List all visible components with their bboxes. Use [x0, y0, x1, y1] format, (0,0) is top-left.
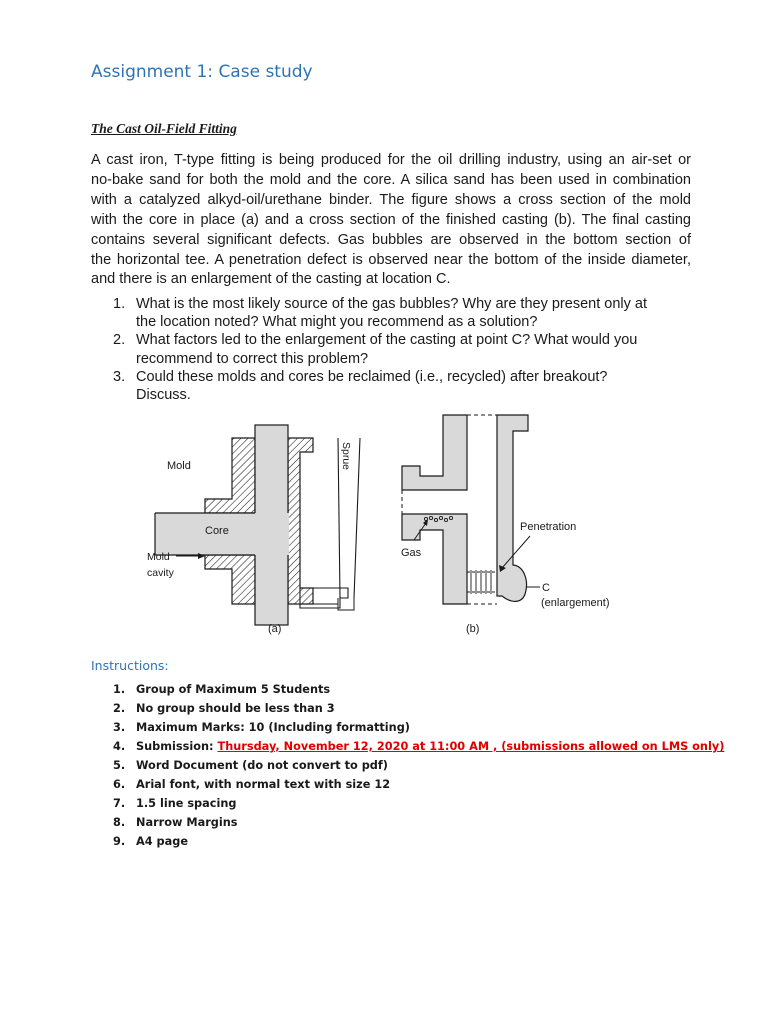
mold-diagram-a	[147, 425, 360, 635]
question-number: 2.	[113, 332, 126, 349]
instruction-text: Narrow Margins	[136, 816, 238, 829]
case-study-title: The Cast Oil-Field Fitting	[91, 121, 237, 136]
instruction-item	[113, 775, 713, 794]
instruction-text: No group should be less than 3	[136, 702, 335, 715]
mold-left-upper	[205, 438, 255, 513]
instruction-number: 3.	[113, 721, 126, 734]
mold-right	[288, 438, 313, 604]
casting-left-lower	[402, 514, 467, 604]
instruction-number: 8.	[113, 816, 126, 829]
instruction-number: 5.	[113, 759, 126, 772]
instruction-text: Arial font, with normal text with size 12	[136, 778, 391, 791]
question-text: What is the most likely source of the gas bubbles? Why are they present only at	[136, 296, 647, 312]
question-number: 3.	[113, 368, 126, 385]
instruction-text: Group of Maximum 5 Students	[136, 683, 331, 696]
instruction-text: Submission:	[136, 740, 214, 753]
question-text: What factors led to the enlargement of the casting at point C? What would you	[136, 332, 638, 349]
instruction-text: A4 page	[136, 835, 188, 848]
instruction-number: 2.	[113, 702, 126, 715]
mold-left-lower	[205, 555, 255, 604]
c-label: C	[542, 582, 550, 594]
question-number: 1.	[113, 296, 126, 312]
instructions-heading: Instructions:	[91, 658, 169, 673]
assignment-heading: Assignment 1: Case study	[91, 62, 313, 82]
enlargement-label: (enlargement)	[541, 597, 610, 609]
paragraph-line: contains several significant defects. Gas bubbles are observed in the bottom section of	[91, 231, 691, 248]
instruction-number: 7.	[113, 797, 126, 810]
paragraph-line: and there is an enlargement of the casting at location C.	[91, 271, 451, 288]
core-label: Core	[205, 525, 229, 537]
caption-b: (b)	[466, 623, 480, 635]
instruction-item	[113, 832, 713, 851]
instruction-number: 6.	[113, 778, 126, 791]
instruction-item	[113, 813, 713, 832]
instruction-item	[113, 699, 713, 718]
mold-cavity-label: Mold	[147, 551, 170, 563]
instruction-number: 1.	[113, 683, 126, 696]
paragraph-line: no-bake sand for both the mold and the core. A silica sand has been used in combination	[91, 171, 691, 188]
paragraph-line: A cast iron, T-type fitting is being produced for the oil drilling industry, using an air-set or	[91, 152, 691, 168]
question-text: the location noted? What might you recommend as a solution?	[136, 314, 538, 331]
sprue-label: Sprue	[340, 442, 352, 471]
mold-cavity-label: cavity	[147, 567, 174, 579]
instruction-number: 9.	[113, 835, 126, 848]
paragraph-line: the horizontal tee. A penetration defect is observed near the bottom of the inside diameter,	[91, 251, 691, 268]
paragraph-line: with a catalyzed alkyd-oil/urethane binder. The figure shows a cross section of the mold	[91, 191, 691, 208]
instruction-text: 1.5 line spacing	[136, 797, 237, 810]
question-text: Discuss.	[136, 387, 191, 404]
casting-left-upper	[402, 415, 467, 490]
instruction-item	[113, 737, 725, 756]
mold-label: Mold	[167, 460, 191, 472]
submission-deadline: Thursday, November 12, 2020 at 11:00 AM , (submissions allowed on LMS only)	[217, 740, 725, 753]
instruction-text: Word Document (do not convert to pdf)	[136, 759, 388, 772]
casting-right	[497, 415, 528, 601]
caption-a: (a)	[268, 623, 282, 635]
instruction-number: 4.	[113, 740, 126, 753]
casting-diagram-b	[401, 415, 609, 635]
question-text: Could these molds and cores be reclaimed (i.e., recycled) after breakout?	[136, 368, 608, 385]
instruction-item	[113, 680, 713, 699]
instruction-item	[113, 794, 713, 813]
instruction-item	[113, 718, 713, 737]
paragraph-line: with the core in place (a) and a cross section of the finished casting (b). The final casting	[91, 211, 691, 228]
instructions-list	[113, 680, 725, 851]
question-text: recommend to correct this problem?	[136, 350, 369, 367]
instruction-item	[113, 756, 713, 775]
gas-label: Gas	[401, 547, 422, 559]
penetration-marks	[467, 570, 497, 594]
penetration-label: Penetration	[520, 521, 577, 533]
instruction-text: Maximum Marks: 10 (Including formatting)	[136, 721, 410, 734]
